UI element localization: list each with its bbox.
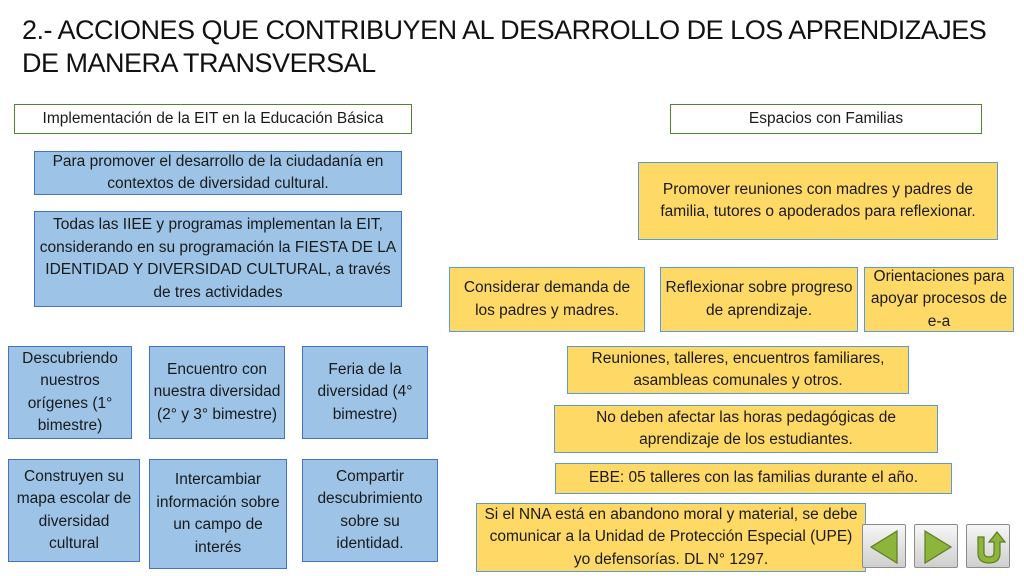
activity-box-2: Encuentro con nuestra diversidad (2° y 3° bimestre) — [149, 346, 285, 439]
task-box-1: Construyen su mapa escolar de diversidad cultural — [8, 459, 140, 562]
next-slide-button[interactable] — [914, 524, 958, 568]
point-box-2: Reflexionar sobre progreso de aprendizaje. — [660, 267, 858, 332]
families-main-box: Promover reuniones con madres y padres de familia, tutores o apoderados para reflexionar. — [638, 162, 998, 240]
page-title: 2.- ACCIONES QUE CONTRIBUYEN AL DESARROLLO DE LOS APRENDIZAJES DE MANERA TRANSVERSAL — [22, 15, 987, 78]
families-header: Espacios con Familias — [670, 104, 982, 134]
previous-slide-button[interactable] — [862, 524, 906, 568]
task-box-2: Intercambiar información sobre un campo de interés — [149, 459, 287, 569]
eit-header: Implementación de la EIT en la Educación Básica — [14, 104, 412, 134]
return-icon — [967, 525, 1011, 569]
activity-box-3: Feria de la diversidad (4° bimestre) — [302, 346, 428, 439]
arrow-left-icon — [863, 525, 907, 569]
hours-box: No deben afectar las horas pedagógicas de aprendizaje de los estudiantes. — [554, 405, 938, 453]
ebe-box: EBE: 05 talleres con las familias durante el año. — [555, 463, 952, 494]
return-button[interactable] — [966, 524, 1010, 568]
task-box-3: Compartir descubrimiento sobre su identidad. — [302, 459, 438, 562]
meetings-box: Reuniones, talleres, encuentros familiares, asambleas comunales y otros. — [567, 346, 909, 394]
eit-detail-box: Todas las IIEE y programas implementan la EIT, considerando en su programación la FIESTA DE LA IDENTIDAD Y DIVERSIDAD CULTURAL, a través de tres actividades — [34, 211, 402, 307]
eit-intro-box: Para promover el desarrollo de la ciudadanía en contextos de diversidad cultural. — [34, 151, 402, 195]
point-box-3: Orientaciones para apoyar procesos de e-a — [864, 267, 1014, 332]
point-box-1: Considerar demanda de los padres y madres. — [449, 267, 645, 332]
abandon-box: Si el NNA está en abandono moral y material, se debe comunicar a la Unidad de Protección Especial (UPE) yo defensorías. DL N° 1297. — [476, 503, 866, 572]
arrow-right-icon — [915, 525, 959, 569]
activity-box-1: Descubriendo nuestros orígenes (1° bimestre) — [8, 346, 132, 439]
